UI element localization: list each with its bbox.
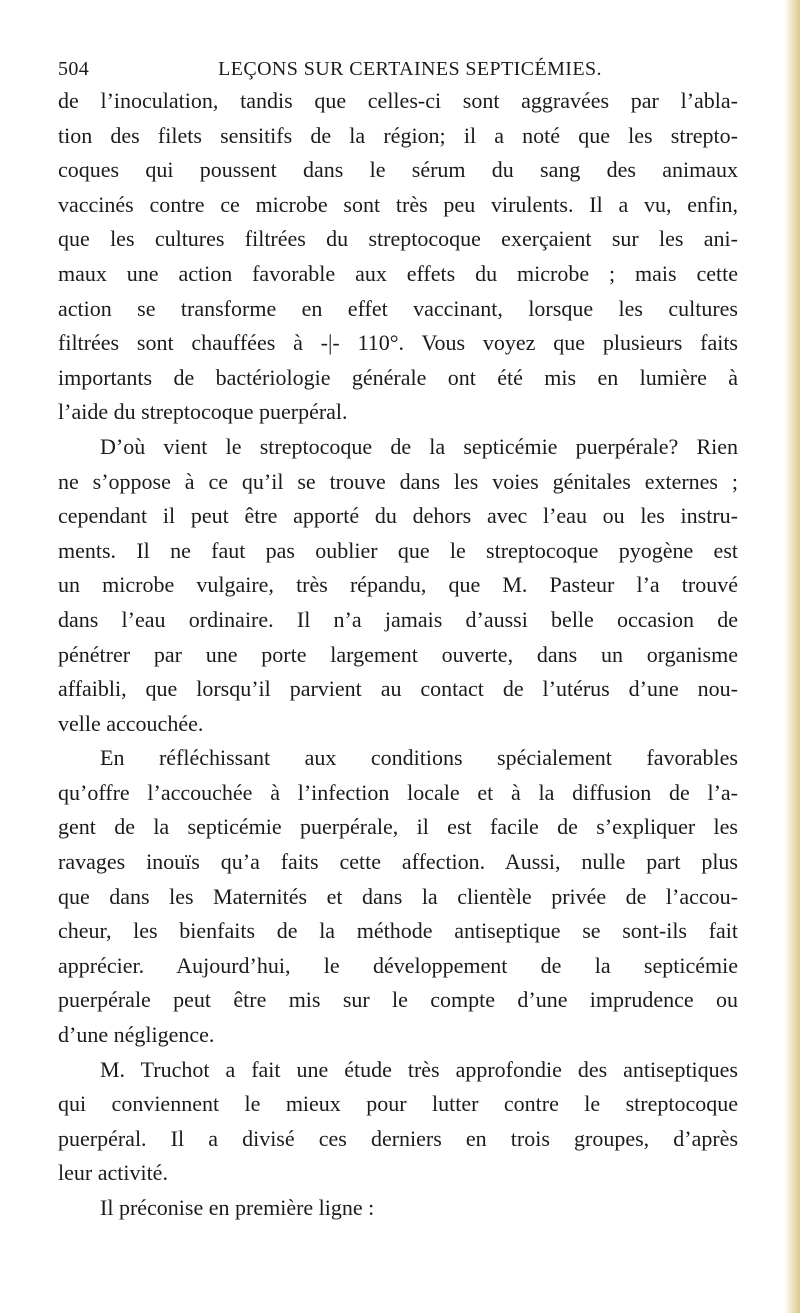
text-line: cheur, les bienfaits de la méthode antiseptique se sont-ils fait — [58, 918, 738, 944]
text-line: qu’offre l’accouchée à l’infection locale et à la diffusion de l’a- — [58, 779, 738, 805]
text-line: action se transforme en effet vaccinant, lorsque les cultures — [58, 295, 738, 321]
text-line: affaibli, que lorsqu’il parvient au contact de l’utérus d’une nou- — [58, 676, 738, 702]
text-line: pénétrer par une porte largement ouverte, dans un organisme — [58, 641, 738, 667]
text-line: que dans les Maternités et dans la clientèle privée de l’accou- — [58, 883, 738, 909]
text-line: importants de bactériologie générale ont été mis en lumière à — [58, 364, 738, 390]
text-line: ne s’oppose à ce qu’il se trouve dans les voies génitales externes ; — [58, 468, 738, 494]
running-title: LEÇONS SUR CERTAINES SEPTICÉMIES. — [218, 58, 602, 80]
paragraph-end-line: l’aide du streptocoque puerpéral. — [58, 399, 348, 425]
text-line: apprécier. Aujourd’hui, le développement de la septicémie — [58, 952, 738, 978]
text-line: coques qui poussent dans le sérum du sang des animaux — [58, 157, 738, 183]
text-line: puerpérale peut être mis sur le compte d’une imprudence ou — [58, 987, 738, 1013]
page-number: 504 — [58, 58, 90, 80]
text-line: ments. Il ne faut pas oublier que le streptocoque pyogène est — [58, 537, 738, 563]
text-line: filtrées sont chauffées à -|- 110°. Vous voyez que plusieurs faits — [58, 330, 738, 356]
text-line: maux une action favorable aux effets du microbe ; mais cette — [58, 260, 738, 286]
paragraph-end-line: leur activité. — [58, 1160, 168, 1186]
text-line: dans l’eau ordinaire. Il n’a jamais d’aussi belle occasion de — [58, 606, 738, 632]
text-line: de l’inoculation, tandis que celles-ci sont aggravées par l’abla- — [58, 88, 738, 113]
text-line: un microbe vulgaire, très répandu, que M. Pasteur l’a trouvé — [58, 572, 738, 598]
text-line: puerpéral. Il a divisé ces derniers en trois groupes, d’après — [58, 1125, 738, 1151]
page-edge — [784, 0, 800, 1313]
text-line: qui conviennent le mieux pour lutter contre le streptocoque — [58, 1091, 738, 1117]
paragraph-start-line: En réfléchissant aux conditions spécialement favorables — [100, 745, 738, 771]
text-line: vaccinés contre ce microbe sont très peu virulents. Il a vu, enfin, — [58, 191, 738, 217]
text-line: que les cultures filtrées du streptocoque exerçaient sur les ani- — [58, 226, 738, 252]
paragraph-end-line: d’une négligence. — [58, 1022, 215, 1048]
paragraph-start-line: Il préconise en première ligne : — [100, 1195, 375, 1220]
paragraph-end-line: velle accouchée. — [58, 710, 204, 736]
body-text — [58, 84, 738, 1226]
text-line: cependant il peut être apporté du dehors avec l’eau ou les instru- — [58, 503, 738, 529]
text-line: ravages inouïs qu’a faits cette affection. Aussi, nulle part plus — [58, 849, 738, 875]
text-line: tion des filets sensitifs de la région; il a noté que les strepto- — [58, 122, 738, 148]
paragraph-start-line: M. Truchot a fait une étude très approfondie des antiseptiques — [100, 1056, 738, 1082]
paragraph-start-line: D’où vient le streptocoque de la septicémie puerpérale? Rien — [100, 433, 738, 459]
text-line: gent de la septicémie puerpérale, il est facile de s’expliquer les — [58, 814, 738, 840]
